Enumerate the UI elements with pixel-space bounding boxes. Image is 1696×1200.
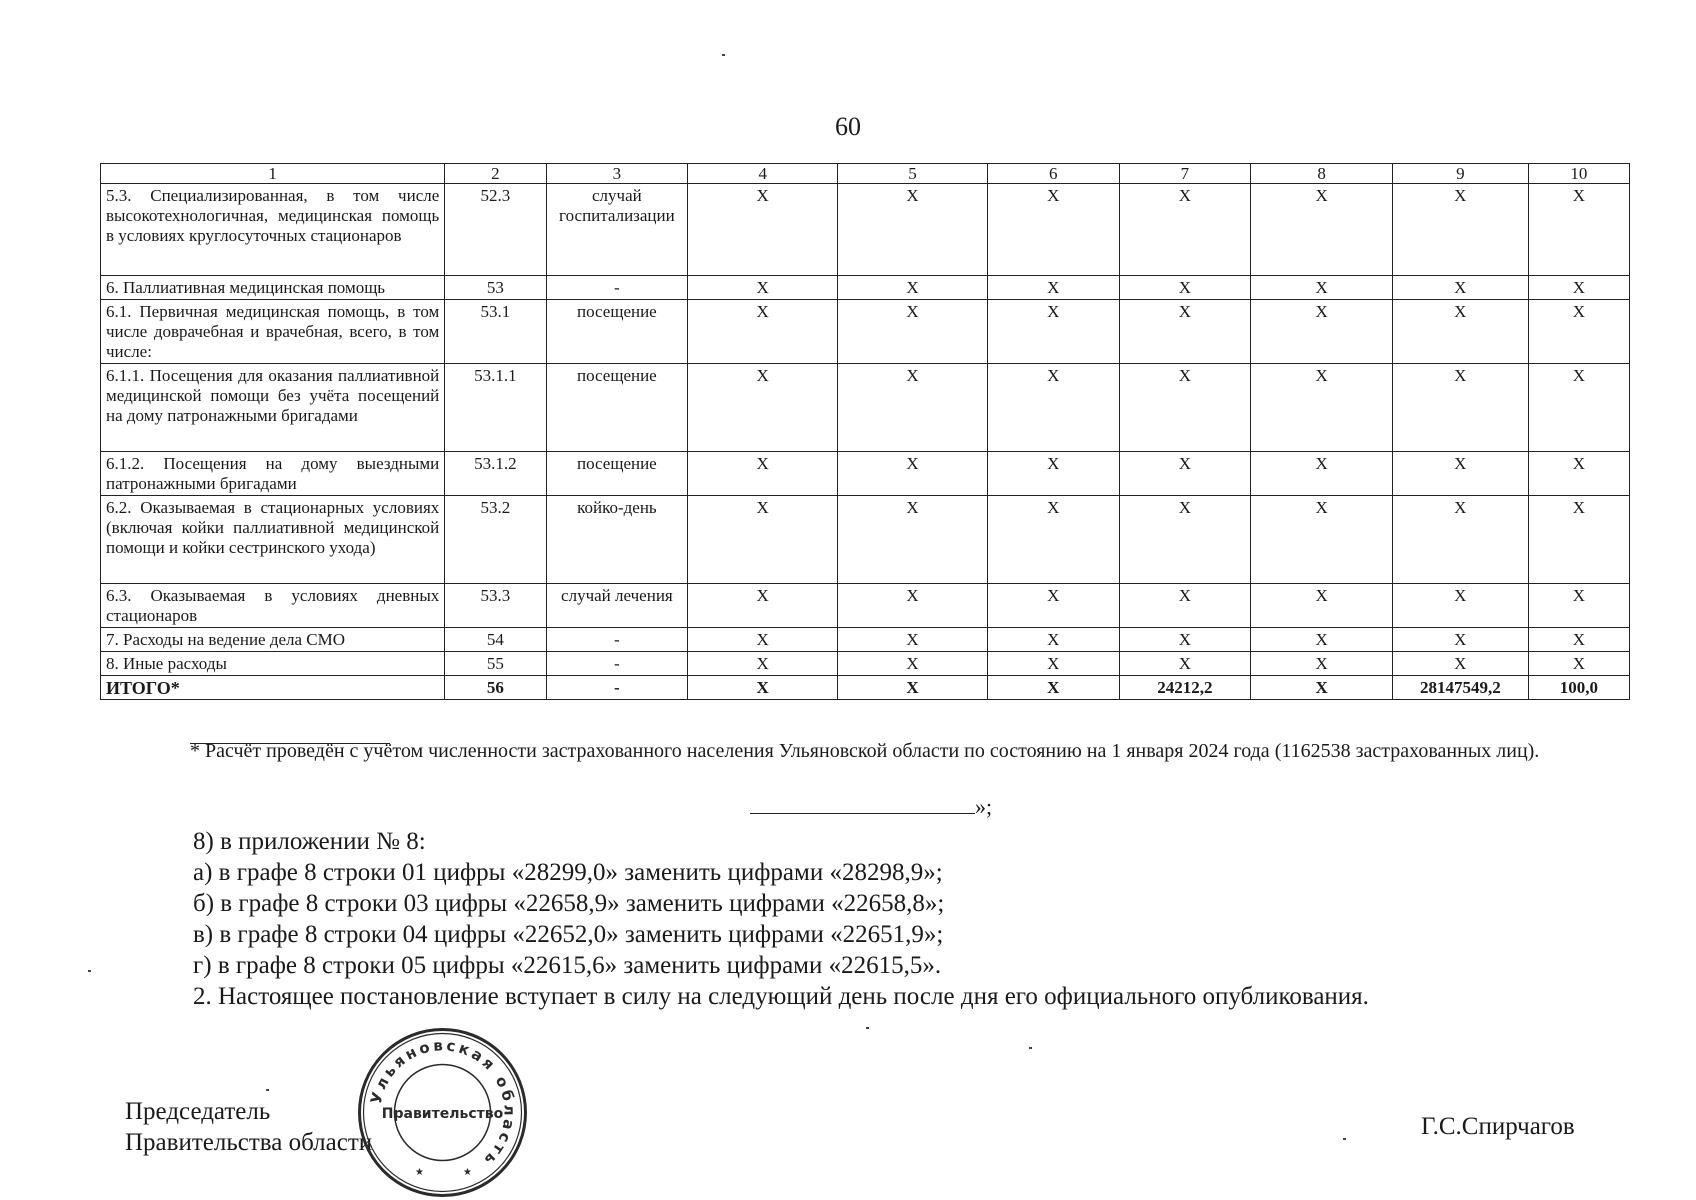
row-label: 6.1.2. Посещения на дому выездными патронажными бригадами (101, 452, 445, 496)
cell-c9: Х (1392, 628, 1528, 652)
cell-c9: Х (1392, 300, 1528, 364)
cell-c10: Х (1528, 184, 1629, 276)
cell-c10: Х (1528, 652, 1629, 676)
cell-c8: Х (1251, 628, 1393, 652)
cell-c8: Х (1251, 452, 1393, 496)
amendment-item-b: б) в графе 8 строки 03 цифры «22658,9» заменить цифрами «22658,8»; (193, 890, 945, 917)
seal-star-left: ★ (415, 1167, 424, 1178)
seal-star-right: ★ (463, 1167, 472, 1178)
column-number-row (101, 164, 1630, 184)
effective-clause: 2. Настоящее постановление вступает в силу на следующий день после дня его официального опубликования. (193, 983, 1369, 1010)
row-label: 6.3. Оказываемая в условиях дневных стационаров (101, 584, 445, 628)
column-number-2: 2 (445, 164, 546, 184)
cell-c9: 28147549,2 (1392, 676, 1528, 700)
row-unit: случай лечения (546, 584, 688, 628)
cell-c6: Х (987, 364, 1119, 452)
cell-c10: Х (1528, 496, 1629, 584)
page-number: 60 (835, 112, 861, 141)
row-code: 52.3 (445, 184, 546, 276)
cell-c5: Х (838, 496, 988, 584)
column-number-8: 8 (1251, 164, 1393, 184)
cell-c4: Х (688, 628, 838, 652)
cell-c7: Х (1119, 300, 1251, 364)
cell-c5: Х (838, 676, 988, 700)
row-label: 5.3. Специализированная, в том числе высокотехнологичная, медицинская помощь в условиях круглосуточных стационаров (101, 184, 445, 276)
column-number-9: 9 (1392, 164, 1528, 184)
row-code: 53.1 (445, 300, 546, 364)
cell-c8: Х (1251, 276, 1393, 300)
cell-c7: Х (1119, 652, 1251, 676)
row-unit: - (546, 276, 688, 300)
row-unit: - (546, 628, 688, 652)
cell-c9: Х (1392, 584, 1528, 628)
row-code: 53.3 (445, 584, 546, 628)
row-unit: койко-день (546, 496, 688, 584)
cell-c7: Х (1119, 496, 1251, 584)
row-unit: - (546, 652, 688, 676)
row-unit: посещение (546, 452, 688, 496)
signature-title-line2: Правительства области (125, 1129, 373, 1156)
cell-c8: Х (1251, 496, 1393, 584)
cell-c9: Х (1392, 652, 1528, 676)
column-number-6: 6 (987, 164, 1119, 184)
cell-c4: Х (688, 452, 838, 496)
amendment-item-a: а) в графе 8 строки 01 цифры «28299,0» заменить цифрами «28298,9»; (193, 859, 943, 886)
data-table (100, 163, 1630, 700)
footnote: * Расчёт проведён с учётом численности застрахованного населения Ульяновской области по состоянию на 1 января 2024 года (1162538 застрахованных лиц). (190, 740, 1540, 762)
cell-c4: Х (688, 364, 838, 452)
cell-c9: Х (1392, 452, 1528, 496)
cell-c7: Х (1119, 276, 1251, 300)
cell-c5: Х (838, 300, 988, 364)
cell-c8: Х (1251, 676, 1393, 700)
row-label: 8. Иные расходы (101, 652, 445, 676)
cell-c4: Х (688, 276, 838, 300)
column-number-4: 4 (688, 164, 838, 184)
row-code: 53.1.2 (445, 452, 546, 496)
cell-c9: Х (1392, 364, 1528, 452)
row-code: 55 (445, 652, 546, 676)
cell-c8: Х (1251, 364, 1393, 452)
signature-title-line1: Председатель (125, 1098, 271, 1125)
table-row (101, 496, 1630, 584)
row-code: 53 (445, 276, 546, 300)
amendment-item-d: г) в графе 8 строки 05 цифры «22615,6» заменить цифрами «22615,5». (193, 952, 942, 979)
row-label: 6.2. Оказываемая в стационарных условиях (включая койки паллиативной медицинской помощи и койки сестринского ухода) (101, 496, 445, 584)
cell-c9: Х (1392, 184, 1528, 276)
cell-c10: Х (1528, 300, 1629, 364)
cell-c6: Х (987, 676, 1119, 700)
row-code: 53.1.1 (445, 364, 546, 452)
closing-quote: »; (975, 794, 993, 819)
cell-c5: Х (838, 628, 988, 652)
cell-c4: Х (688, 676, 838, 700)
cell-c5: Х (838, 652, 988, 676)
row-label: 6. Паллиативная медицинская помощь (101, 276, 445, 300)
signatory-name: Г.С.Спирчагов (1421, 1113, 1575, 1140)
seal-ring-text: Ульяновская область (366, 1036, 519, 1172)
cell-c7: Х (1119, 584, 1251, 628)
cell-c5: Х (838, 452, 988, 496)
cell-c6: Х (987, 652, 1119, 676)
column-number-7: 7 (1119, 164, 1251, 184)
column-number-3: 3 (546, 164, 688, 184)
cell-c10: Х (1528, 276, 1629, 300)
cell-c10: Х (1528, 364, 1629, 452)
cell-c6: Х (987, 496, 1119, 584)
cell-c9: Х (1392, 276, 1528, 300)
cell-c10: Х (1528, 452, 1629, 496)
cell-c7: Х (1119, 184, 1251, 276)
table-row (101, 184, 1630, 276)
row-code: 56 (445, 676, 546, 700)
table-row (101, 676, 1630, 700)
cell-c4: Х (688, 584, 838, 628)
table-row (101, 452, 1630, 496)
seal-center-text: Правительство (381, 1106, 504, 1122)
cell-c6: Х (987, 452, 1119, 496)
closing-quote-line (750, 794, 992, 820)
cell-c6: Х (987, 628, 1119, 652)
cell-c5: Х (838, 276, 988, 300)
column-number-10: 10 (1528, 164, 1629, 184)
table-row (101, 628, 1630, 652)
table-row (101, 584, 1630, 628)
official-seal (355, 1025, 530, 1200)
cell-c4: Х (688, 652, 838, 676)
table-row (101, 364, 1630, 452)
cell-c4: Х (688, 496, 838, 584)
cell-c4: Х (688, 184, 838, 276)
cell-c8: Х (1251, 584, 1393, 628)
cell-c6: Х (987, 276, 1119, 300)
cell-c6: Х (987, 300, 1119, 364)
cell-c8: Х (1251, 184, 1393, 276)
svg-text:Ульяновская область (367, 1036, 519, 1171)
cell-c7: Х (1119, 628, 1251, 652)
cell-c6: Х (987, 584, 1119, 628)
row-label: 7. Расходы на ведение дела СМО (101, 628, 445, 652)
row-label: 6.1. Первичная медицинская помощь, в том числе доврачебная и врачебная, всего, в том числе: (101, 300, 445, 364)
row-unit: - (546, 676, 688, 700)
cell-c10: 100,0 (1528, 676, 1629, 700)
cell-c5: Х (838, 584, 988, 628)
row-code: 54 (445, 628, 546, 652)
row-unit: посещение (546, 364, 688, 452)
cell-c9: Х (1392, 496, 1528, 584)
row-unit: посещение (546, 300, 688, 364)
cell-c5: Х (838, 184, 988, 276)
table-row (101, 300, 1630, 364)
cell-c4: Х (688, 300, 838, 364)
cell-c6: Х (987, 184, 1119, 276)
row-unit: случай госпитализации (546, 184, 688, 276)
closing-blank (750, 795, 975, 814)
column-number-1: 1 (101, 164, 445, 184)
cell-c5: Х (838, 364, 988, 452)
column-number-5: 5 (838, 164, 988, 184)
cell-c10: Х (1528, 584, 1629, 628)
row-label: ИТОГО* (101, 676, 445, 700)
amendment-heading: 8) в приложении № 8: (193, 828, 426, 855)
cell-c8: Х (1251, 300, 1393, 364)
table-row (101, 652, 1630, 676)
cell-c7: Х (1119, 364, 1251, 452)
cell-c8: Х (1251, 652, 1393, 676)
row-label: 6.1.1. Посещения для оказания паллиативной медицинской помощи без учёта посещений на дому патронажными бригадами (101, 364, 445, 452)
amendment-item-c: в) в графе 8 строки 04 цифры «22652,0» заменить цифрами «22651,9»; (193, 921, 944, 948)
cell-c7: 24212,2 (1119, 676, 1251, 700)
table-row (101, 276, 1630, 300)
cell-c7: Х (1119, 452, 1251, 496)
row-code: 53.2 (445, 496, 546, 584)
cell-c10: Х (1528, 628, 1629, 652)
